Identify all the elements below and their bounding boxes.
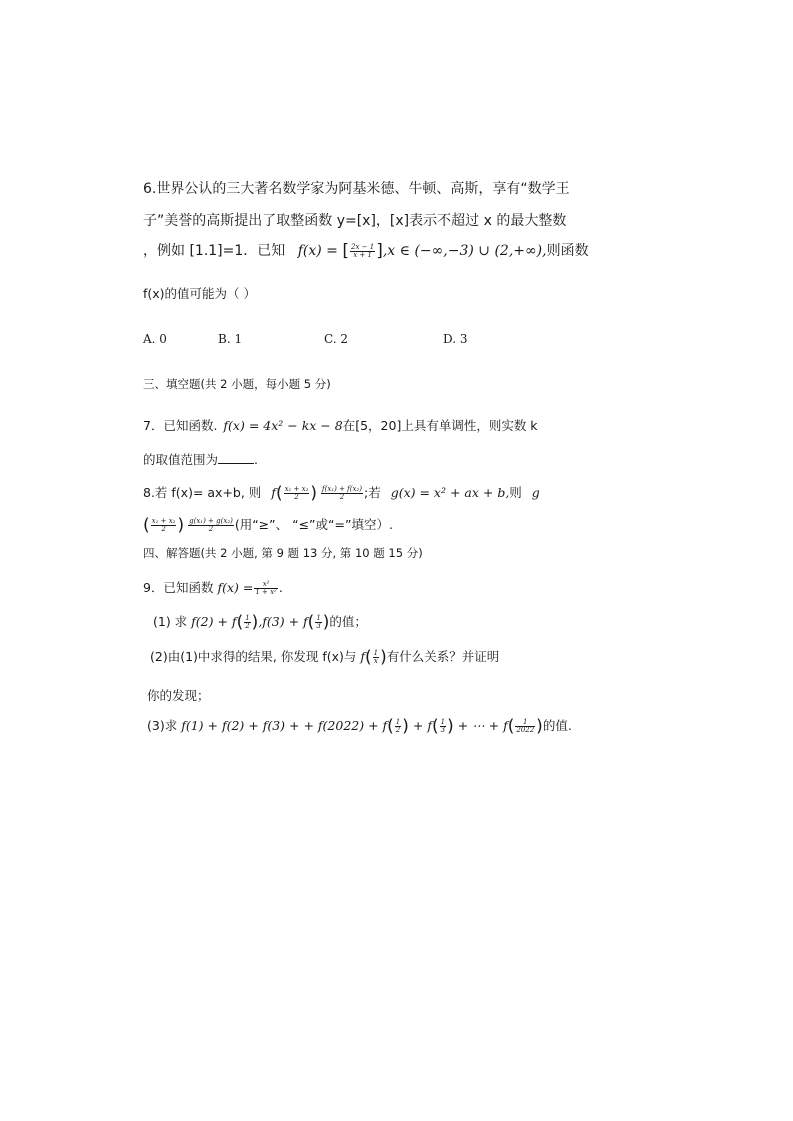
q9-p1-half-num: 1 [245, 614, 250, 622]
q8-f: f [271, 485, 276, 500]
paren-left: ( [365, 647, 372, 668]
q8-mid: ;若 [363, 485, 381, 500]
q9-p1-label: (1) 求 [153, 614, 188, 629]
paren-right: ) [322, 612, 330, 633]
paren-left: ( [143, 515, 150, 536]
q6-option-d: D. 3 [443, 332, 468, 346]
q9-p3-last [515, 719, 535, 734]
q9-p3-half [395, 719, 401, 734]
q6-line3 [143, 240, 589, 261]
q6-frac-den: x + 1 [353, 250, 372, 259]
q7-line2 [143, 450, 258, 468]
q6-line3-prefix: ，例如 [1.1]=1．已知 [143, 243, 286, 259]
q9-part3 [147, 716, 572, 737]
q9-fx: f(x) = [217, 580, 254, 595]
q6-line4: f(x)的值可能为（ ） [143, 286, 257, 301]
q9-p2-f: f [360, 649, 366, 664]
paren-right: ) [536, 716, 543, 737]
q9-p2-den: x [373, 657, 378, 665]
q9-p3-half-den: 2 [395, 726, 401, 734]
q8-rhs-den: 2 [339, 493, 345, 501]
floor-bracket-left: [ [342, 241, 350, 261]
q9-p2-prefix: (2)由(1)中求得的结果, 你发现 f(x)与 [150, 649, 357, 664]
q8-gx: g(x) = x² + ax + b, [390, 485, 510, 500]
q7-expr: f(x) = 4x² − kx − 8 [223, 418, 343, 433]
q9-p1-tail: 的值； [329, 614, 367, 629]
q9-prefix: 9．已知函数 [143, 580, 214, 595]
q8-g: g [531, 485, 540, 500]
q8-rhs-num: f(x₁) + f(x₂) [322, 485, 362, 493]
q9-p3-dots: + ⋯ + f [457, 718, 508, 733]
paren-left: ( [236, 612, 244, 633]
q9-part1 [153, 612, 367, 633]
paren-right: ) [380, 647, 387, 668]
q9-part2 [150, 647, 499, 668]
paren-left: ( [387, 716, 394, 737]
q9-p1-third-den: 3 [316, 622, 321, 630]
q9-p3-third-num: 1 [440, 718, 446, 726]
paren-right: ) [402, 716, 409, 737]
q9-end: . [278, 580, 283, 595]
paren-left: ( [507, 716, 515, 737]
q9-p3-last-num: 1 [515, 719, 535, 727]
q8-grhs-fraction [188, 518, 234, 533]
q9-p1-third [315, 615, 321, 630]
q6-line3-suffix: 则函数 [546, 243, 589, 259]
paren-left: ( [307, 612, 315, 633]
q9-line1 [143, 578, 283, 596]
q6-option-c: C. 2 [324, 332, 349, 346]
q9-p3-third-den: 3 [440, 726, 446, 734]
q8-garg-num: x₁ + x₂ [151, 517, 176, 525]
q9-p2-num: 1 [373, 649, 379, 657]
q6-fraction [350, 244, 375, 259]
q6-line2: 子”美誉的高斯提出了取整函数 y=[x]，[x]表示不超过 x 的最大整数 [143, 213, 567, 229]
q8-line1 [143, 483, 540, 504]
q7-suffix: 在[5，20]上具有单调性，则实数 k [342, 418, 538, 433]
q7-line2-prefix: 的取值范围为 [143, 452, 219, 467]
paren-right: ) [251, 612, 259, 633]
paren-right: ) [177, 515, 185, 536]
q7-prefix: 7．已知函数. [143, 418, 218, 433]
q7-line2-suffix: . [254, 452, 258, 467]
q8-rhs-fraction [321, 486, 363, 501]
q8-line2 [143, 515, 393, 536]
q9-p2-fraction [373, 650, 379, 665]
q8-tail: (用“≥”、 “≤”或“=”填空）. [234, 517, 393, 532]
paren-left: ( [275, 483, 283, 504]
q8-garg-den: 2 [161, 525, 166, 533]
q9-p1-half [244, 615, 250, 630]
q6-frac-num: 2x − 1 [351, 242, 375, 251]
q9-p2-line2: 你的发现； [147, 688, 210, 703]
floor-bracket-right: ] [376, 241, 383, 261]
q9-p3-tail: 的值. [542, 718, 572, 733]
q8-arg-den: 2 [294, 493, 299, 501]
section3-heading: 三、填空题(共 2 小题，每小题 5 分) [143, 377, 331, 391]
paren-left: ( [431, 716, 439, 737]
section4-heading: 四、解答题(共 2 小题, 第 9 题 13 分, 第 10 题 15 分) [143, 546, 423, 560]
q6-line1: 6.世界公认的三大著名数学家为阿基米德、牛顿、高斯，享有“数学王 [143, 181, 570, 197]
q9-p2-tail: 有什么关系？并证明 [386, 649, 500, 664]
q8-grhs-den: 2 [208, 525, 214, 533]
q8-arg-fraction [284, 486, 310, 501]
q8-grhs-num: g(x₁) + g(x₂) [189, 517, 233, 525]
q9-frac-den: 1 + x² [255, 588, 277, 596]
q9-p1-expr-b: ,f(3) + f [258, 614, 308, 629]
q9-p3-expr-a: f(1) + f(2) + f(3) + + f(2022) + f [181, 718, 388, 733]
q9-p1-third-num: 1 [316, 614, 321, 622]
q9-p3-plus: + f [412, 718, 432, 733]
q8-arg-num: x₁ + x₂ [284, 485, 309, 493]
q7-line1 [143, 416, 538, 434]
q9-fraction [254, 581, 278, 596]
q9-p3-label: (3)求 [147, 718, 178, 733]
q9-frac-num: x² [254, 581, 278, 589]
q8-garg-fraction [151, 518, 177, 533]
q9-p3-last-den: 2022 [516, 726, 535, 734]
q8-prefix: 8.若 f(x)= ax+b, 则 [143, 485, 262, 500]
q9-p3-half-num: 1 [395, 718, 401, 726]
q6-fx: f(x) = [297, 243, 338, 259]
q6-option-b: B. 1 [218, 332, 243, 346]
paren-right: ) [447, 716, 454, 737]
q6-domain: ,x ∈ (−∞,−3) ∪ (2,+∞), [382, 243, 547, 259]
q9-p1-expr-a: f(2) + f [191, 614, 237, 629]
paren-right: ) [310, 483, 318, 504]
q9-p1-half-den: 2 [245, 622, 250, 630]
q6-option-a: A. 0 [143, 332, 167, 346]
q8-then: 则 [509, 485, 522, 500]
q9-p3-third [440, 719, 446, 734]
q7-answer-blank[interactable] [218, 451, 254, 464]
